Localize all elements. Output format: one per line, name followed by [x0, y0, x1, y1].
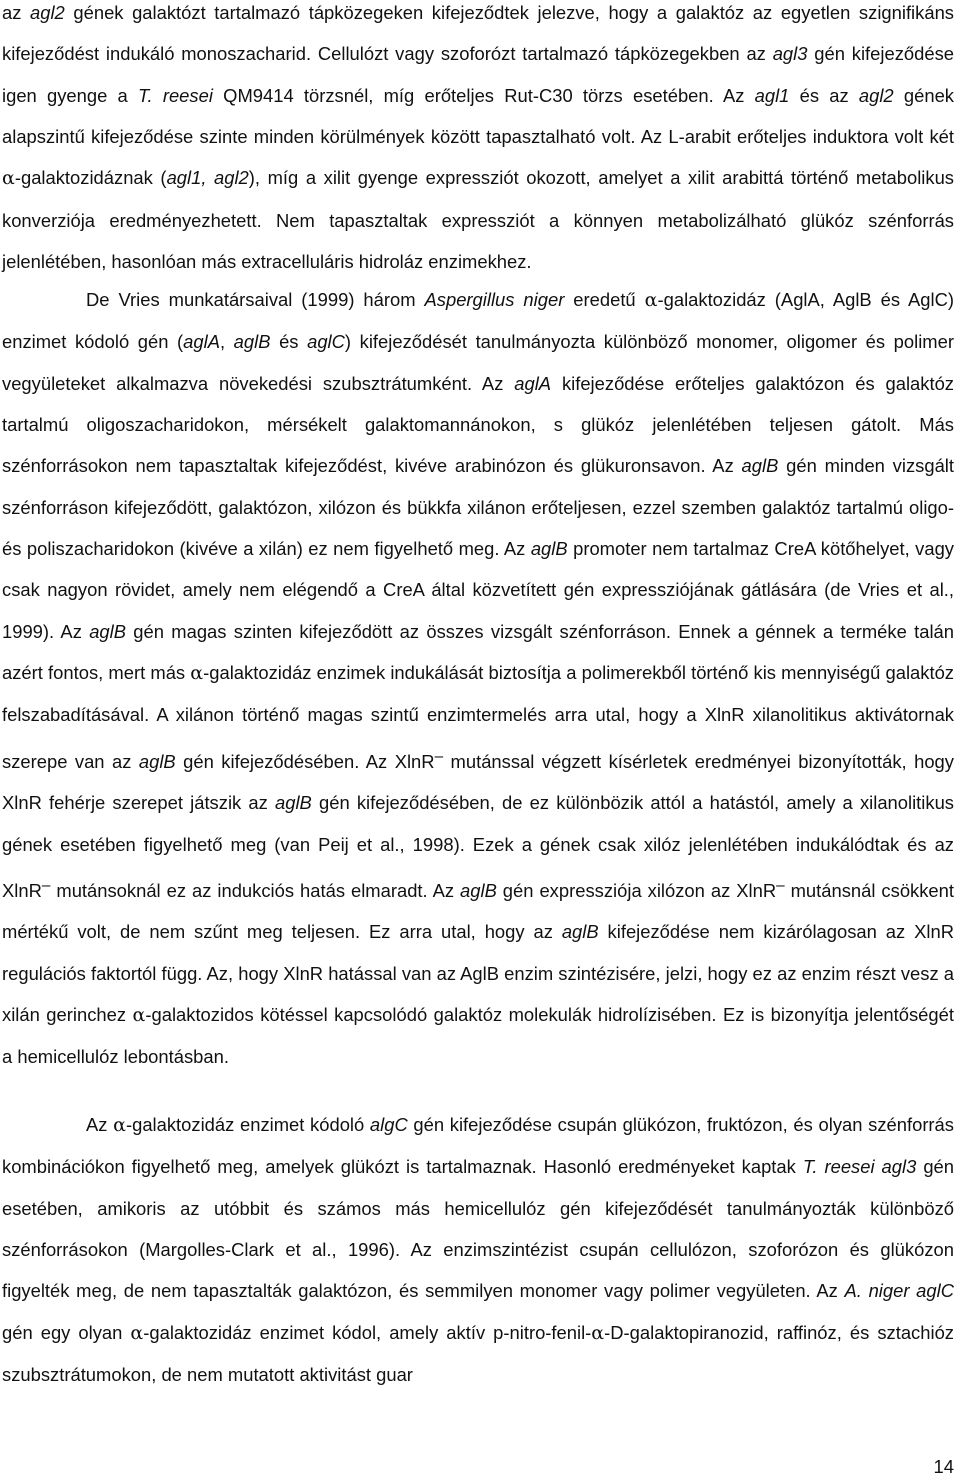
text-run: De Vries munkatársaival (1999) három — [86, 289, 425, 310]
text-run: gén minden vizsgált szénforráson kifejeződött, galaktózon, xilózon és bükkfa xilánon erőteljesen, ezzel szemben galaktóz tartalmú oligo- és poliszacharidokon (kivéve a xilán) ez nem figyelhető meg. Az — [2, 455, 954, 560]
superscript-minus: – — [41, 876, 51, 894]
text-run: mutánsnál csökkent mértékű volt, de nem szűnt meg teljesen. Ez arra utal, hogy az — [2, 880, 954, 943]
italic-term: aglB — [741, 455, 779, 477]
text-run: ) kifejeződését tanulmányozta különböző monomer, oligomer és polimer vegyületeket alkalmazva növekedési szubsztrátumként. Az — [2, 331, 954, 394]
italic-term: aglB — [561, 921, 599, 943]
paragraph-3 — [2, 1104, 954, 1395]
italic-term: aglB — [530, 538, 568, 560]
italic-term: aglB — [233, 331, 271, 353]
text-run: gén esetében, amikoris az utóbbit és számos más hemicellulóz gén kifejeződését tanulmányozták különböző szénforrásokon (Margolles-Clark et al., 1996). Az enzimszintézist csupán cellulózon, szoforózon és glükózon figyelték meg, de nem tapasztalták galaktózon, és semmilyen monomer vagy polimer vegyületen. Az — [2, 1156, 955, 1302]
text-run: mutánsoknál ez az indukciós hatás elmaradt. Az — [50, 880, 461, 902]
text-run: -galaktozidáz (AglA, AglB és AglC) enzimet kódoló gén ( — [2, 289, 954, 353]
text-run: -D-galaktopiranozid, raffinóz, és sztachióz szubsztrátumokon, de nem mutatott aktivitást guar — [2, 1321, 954, 1386]
text-run: gén magas szinten kifejeződött az összes vizsgált szénforráson. Ennek a génnek a terméke talán azért fontos, mert más — [2, 620, 954, 684]
superscript-minus: – — [776, 876, 785, 894]
text-run: kifejeződése nem kizárólagosan az XlnR regulációs faktortól függ. Az, hogy XlnR hatással van az AglB enzim szintézisére, jelzi, hogy ez az enzim részt vesz a xilán gerinchez — [2, 921, 954, 1026]
italic-term: aglB — [460, 880, 497, 902]
italic-term: aglB — [275, 792, 312, 814]
text-run: gének galaktózt tartalmazó tápközegeken kifejeződtek jelezve, hogy a galaktóz az egyetlen szignifikáns kifejeződést indukáló monoszacharid. Cellulózt vagy szoforózt tartalmazó tápközegekben az — [2, 2, 954, 65]
italic-term: aglA — [183, 331, 220, 353]
text-run: gén egy olyan — [2, 1321, 131, 1343]
italic-term: aglC — [307, 331, 345, 353]
text-run: gén kifejeződésében, de ez különbözik attól a hatástól, amely a xilanolitikus gének esetében figyelhető meg (van Peij et al., 1998). Ezek a gének csak xilóz jelenlétében indukálódtak és az XlnR — [2, 792, 954, 902]
text-run: , — [219, 331, 234, 353]
text-run: gén kifejeződésében. Az XlnR — [175, 750, 435, 772]
text-run: promoter nem tartalmaz CreA kötőhelyet, vagy csak nagyon rövidet, amely nem elégendő a CreA által közvetített gén expressziójának gátlására (de Vries et al., 1999). Az — [2, 538, 955, 642]
italic-term: T. reesei — [137, 84, 213, 106]
alpha-symbol: α — [130, 1321, 144, 1344]
text-run: mutánssal végzett kísérletek eredményei bizonyították, hogy XlnR fehérje szerepet játszik az — [2, 750, 954, 814]
text-run: gén expressziója xilózon az XlnR — [496, 880, 777, 902]
italic-term: aglA — [514, 372, 552, 394]
text-run: ), míg a xilit gyenge expressziót okozott, amelyet a xilit arabittá történő metabolikus konverziója eredményezhetett. Nem tapasztaltak expressziót a könnyen metabolizálható glükóz szénforrás jelenlétében, hasonlóan más extracelluláris hidroláz enzimekhez. — [2, 167, 954, 273]
superscript-minus: – — [434, 747, 444, 765]
italic-term: agl2 — [30, 2, 65, 23]
text-run: gének alapszintű kifejeződése szinte minden körülmények között tapasztalható volt. Az L-arabit erőteljes induktora volt két — [2, 84, 954, 148]
text-run: Az — [86, 1114, 114, 1135]
text-run: és — [270, 331, 308, 353]
italic-term: agl1, agl2 — [166, 167, 249, 189]
alpha-symbol: α — [190, 662, 204, 685]
alpha-symbol: α — [113, 1114, 126, 1136]
italic-term: agl1 — [754, 84, 790, 106]
text-run: gén kifejeződése csupán glükózon, fruktózon, és olyan szénforrás kombinációkon figyelhető meg, amelyek glükózt is tartalmaznak. Hasonló eredményeket kaptak — [2, 1114, 954, 1178]
paragraph-1 — [2, 0, 954, 282]
italic-term: A. niger aglC — [844, 1280, 954, 1302]
text-run: az — [2, 2, 31, 23]
alpha-symbol: α — [2, 167, 15, 190]
page-number: 14 — [933, 1456, 954, 1477]
italic-term: agl2 — [858, 84, 894, 106]
text-run: -galaktozidáz enzimet kódoló — [125, 1114, 370, 1135]
text-run: QM9414 törzsnél, míg erőteljes Rut-C30 törzs esetében. Az — [212, 84, 755, 106]
text-run: kifejeződése erőteljes galaktózon és galaktóz tartalmú oligoszacharidokon, mérsékelt galaktomannánokon, s glükóz jelenlétében teljesen gátolt. Más szénforrásokon nem tapasztaltak kifejeződést, kivéve arabinózon és glükuronsavon. Az — [2, 372, 954, 477]
text-run: -galaktozidáz enzimet kódol, amely aktív p-nitro-fenil- — [143, 1321, 592, 1343]
italic-term: algC — [369, 1114, 408, 1135]
text-run: és az — [789, 84, 859, 106]
text-run: -galaktozidáznak ( — [14, 167, 167, 189]
alpha-symbol: α — [132, 1004, 146, 1027]
italic-term: Aspergillus niger — [424, 289, 565, 310]
italic-term: T. reesei agl3 — [802, 1156, 917, 1178]
italic-term: agl3 — [772, 43, 808, 65]
alpha-symbol: α — [591, 1321, 605, 1344]
text-run: eredetű — [564, 289, 645, 310]
alpha-symbol: α — [644, 289, 658, 311]
text-run: -galaktozidáz enzimek indukálását biztosítja a polimerekből történő kis mennyiségű galaktóz felszabadításával. A xilánon történő magas szintű enzimtermelés arra utal, hogy a XlnR xilanolitikus aktivátornak szerepe van az — [2, 662, 954, 772]
text-run: gén kifejeződése igen gyenge a — [2, 43, 954, 106]
italic-term: aglB — [89, 620, 126, 642]
italic-term: aglB — [138, 750, 176, 772]
text-run: -galaktozidos kötéssel kapcsolódó galaktóz molekulák hidrolízisében. Ez is bizonyítja jelentőségét a hemicellulóz lebontásban. — [2, 1004, 954, 1068]
paragraph-2 — [2, 279, 954, 1078]
